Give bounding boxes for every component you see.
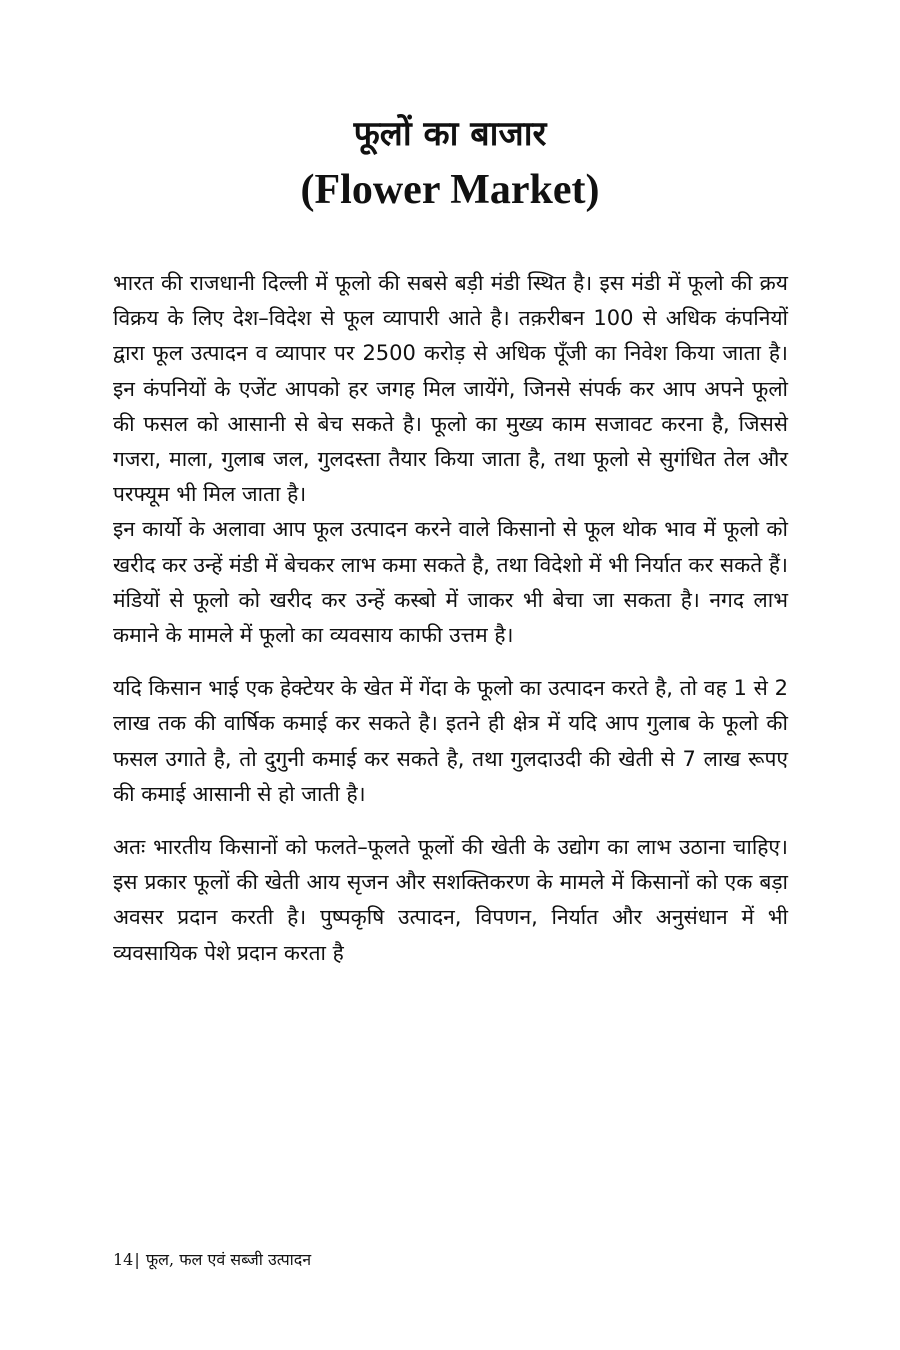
page-footer — [113, 1248, 311, 1272]
paragraph-conclusion: अतः भारतीय किसानों को फलते–फूलते फूलों की खेती के उद्योग का लाभ उठाना चाहिए। इस प्रकार फूलों की खेती आय सृजन और सशक्तिकरण के मामले में किसानों को एक बड़ा अवसर प्रदान करती है। पुष्पकृषि उत्पादन, विपणन, निर्यात और अनुसंधान में भी व्यवसायिक पेशे प्रदान करता है — [113, 835, 788, 965]
paragraph-trading: इन कार्यो के अलावा आप फूल उत्पादन करने वाले किसानो से फूल थोक भाव में फूलो को खरीद कर उन्हें मंडी में बेचकर लाभ कमा सकते है, तथा विदेशो में भी निर्यात कर सकते हैं। मंडियों से फूलो को खरीद कर उन्हें कस्बो में जाकर भी बेचा जा सकता है। नगद लाभ कमाने के मामले में फूलो का व्यवसाय काफी उत्तम है। — [113, 517, 788, 648]
paragraph-market-intro: भारत की राजधानी दिल्ली में फूलो की सबसे बड़ी मंडी स्थित है। इस मंडी में फूलो की क्रय विक्रय के लिए देश–विदेश से फूल व्यापारी आते है। तक़रीबन 100 से अधिक कंपनियों द्वारा फूल उत्पादन व व्यापार पर 2500 करोड़ से अधिक पूँजी का निवेश किया जाता है। इन कंपनियों के एजेंट आपको हर जगह मिल जायेंगे, जिनसे संपर्क कर आप अपने फूलो की फसल को आसानी से बेच सकते है। फूलो का मुख्य काम सजावट करना है, जिससे गजरा, माला, गुलाब जल, गुलदस्ता तैयार किया जाता है, तथा फूलो से सुगंधित तेल और परफ्यूम भी मिल जाता है। — [113, 271, 788, 507]
book-title: फूल, फल एवं सब्जी उत्पादन — [145, 1250, 312, 1269]
page-number: 14 — [113, 1250, 134, 1269]
page-title-english: (Flower Market) — [300, 167, 600, 213]
article-body — [113, 266, 788, 971]
paragraph-earnings: यदि किसान भाई एक हेक्टेयर के खेत में गेंदा के फूलो का उत्पादन करते है, तो वह 1 से 2 लाख तक की वार्षिक कमाई कर सकते है। इतने ही क्षेत्र में यदि आप गुलाब के फूलो की फसल उगाते है, तो दुगुनी कमाई कर सकते है, तथा गुलदाउदी की खेती से 7 लाख रूपए की कमाई आसानी से हो जाती है। — [113, 676, 788, 806]
footer-separator: | — [134, 1250, 140, 1269]
page-title-hindi: फूलों का बाजार — [353, 114, 547, 154]
